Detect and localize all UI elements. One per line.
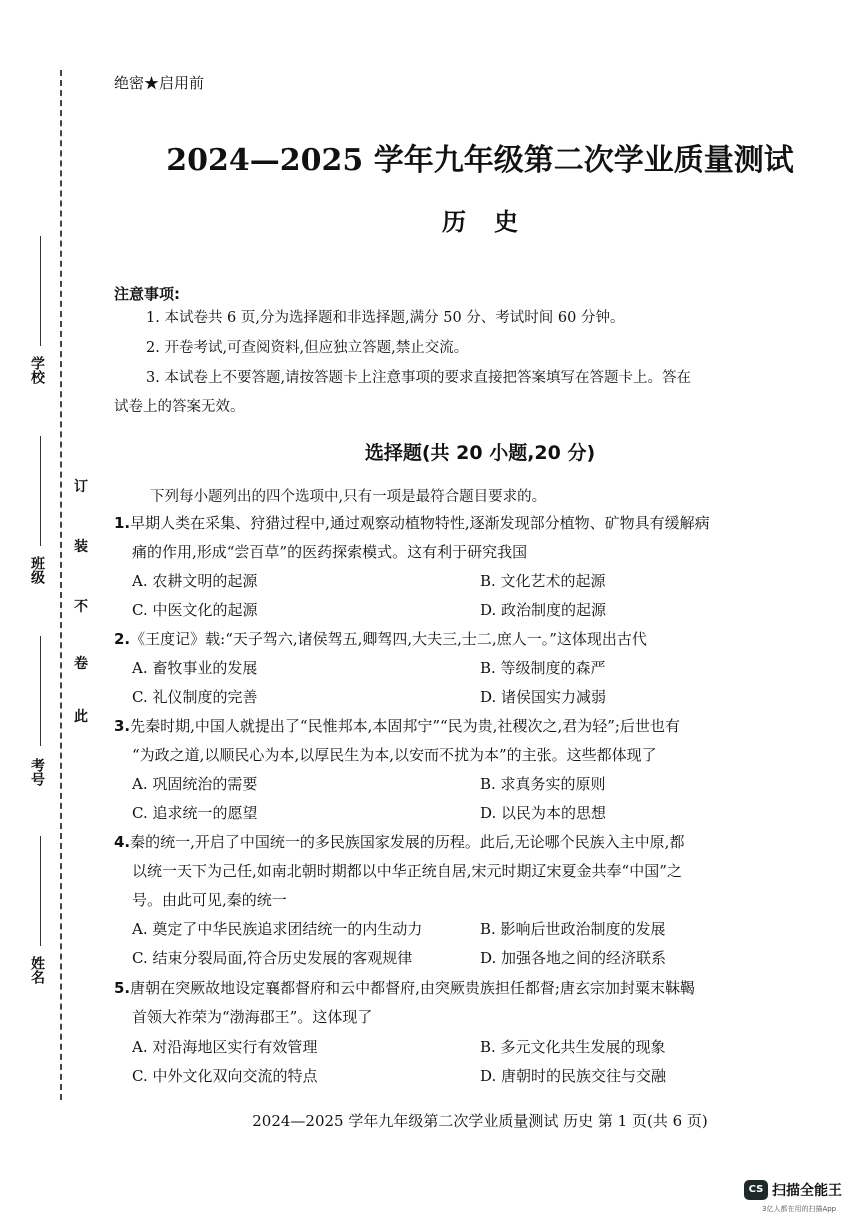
option-a: A. 畜牧事业的发展	[132, 659, 258, 677]
option-d: D. 政治制度的起源	[480, 601, 607, 619]
question-text: 以统一天下为己任,如南北朝时期都以中华正统自居,宋元时期辽宋夏金共奉“中国”之	[132, 862, 682, 880]
class-blank-line	[40, 436, 41, 546]
option-d: D. 以民为本的思想	[480, 804, 607, 822]
question-text: 《王度记》载:“天子驾六,诸侯驾五,卿驾四,大夫三,士二,庶人一。”这体现出古代	[130, 630, 647, 648]
note-item	[114, 393, 804, 421]
note-text: 试卷上的答案无效。	[114, 399, 245, 415]
question-4	[114, 828, 814, 915]
option-b: B. 多元文化共生发展的现象	[480, 1038, 666, 1056]
option-c: C. 礼仪制度的完善	[132, 688, 258, 706]
option-row	[132, 1033, 812, 1062]
question-5	[114, 974, 814, 1032]
option-row	[132, 683, 812, 712]
subject-title: 历史	[442, 207, 546, 236]
section-intro: 下列每小题列出的四个选项中,只有一项是最符合题目要求的。	[150, 489, 547, 505]
question-number: 1.	[114, 514, 131, 532]
name-label: 姓名	[29, 956, 45, 984]
question-number: 5.	[114, 979, 131, 997]
note-item	[114, 304, 804, 332]
question-text: 秦的统一,开启了中国统一的多民族国家发展的历程。此后,无论哪个民族入主中原,都	[130, 833, 685, 851]
question-text: 唐朝在突厥故地设定襄都督府和云中都督府,由突厥贵族担任都督;唐玄宗加封粟末靺鞨	[130, 979, 695, 997]
option-row	[132, 567, 812, 596]
option-a: A. 巩固统治的需要	[132, 775, 258, 793]
option-row	[132, 654, 812, 683]
option-b: B. 文化艺术的起源	[480, 572, 606, 590]
question-text: 先秦时期,中国人就提出了“民惟邦本,本固邦宁”“民为贵,社稷次之,君为轻”;后世也有	[130, 717, 680, 735]
scanner-app-slogan: 3亿人都在用的扫描App	[762, 1205, 837, 1213]
question-text: “为政之道,以顺民心为本,以厚民生为本,以安而不扰为本”的主张。这些都体现了	[132, 746, 657, 764]
seal-char: 此	[74, 709, 88, 725]
question-text: 早期人类在采集、狩猎过程中,通过观察动植物特性,逐渐发现部分植物、矿物具有缓解病	[130, 514, 710, 532]
name-blank-line	[40, 836, 41, 946]
school-label: 学校	[29, 356, 45, 384]
scanner-logo-icon: CS	[744, 1180, 768, 1200]
school-blank-line	[40, 236, 41, 346]
option-a: A. 奠定了中华民族追求团结统一的内生动力	[132, 920, 423, 938]
seal-char: 不	[74, 599, 88, 615]
question-1	[114, 509, 814, 567]
question-number: 4.	[114, 833, 131, 851]
seal-char: 装	[74, 539, 88, 555]
option-d: D. 唐朝时的民族交往与交融	[480, 1067, 667, 1085]
option-b: B. 影响后世政治制度的发展	[480, 920, 666, 938]
question-number: 3.	[114, 717, 131, 735]
option-a: A. 对沿海地区实行有效管理	[132, 1038, 318, 1056]
option-b: B. 求真务实的原则	[480, 775, 606, 793]
seal-char: 订	[74, 479, 88, 495]
notes-heading: 注意事项:	[114, 285, 180, 303]
question-3	[114, 712, 814, 770]
option-b: B. 等级制度的森严	[480, 659, 606, 677]
question-text: 痛的作用,形成“尝百草”的医药探索模式。这有利于研究我国	[132, 543, 528, 561]
binding-dashed-line	[60, 70, 62, 1100]
exam-no-label: 考号	[29, 758, 45, 786]
confidential-mark: 绝密★启用前	[114, 74, 205, 92]
option-row	[132, 944, 812, 973]
option-c: C. 结束分裂局面,符合历史发展的客观规律	[132, 949, 413, 967]
note-text: 2. 开卷考试,可查阅资料,但应独立答题,禁止交流。	[146, 340, 469, 356]
note-text: 1. 本试卷共 6 页,分为选择题和非选择题,满分 50 分、考试时间 60 分钟。	[146, 310, 625, 326]
option-a: A. 农耕文明的起源	[132, 572, 258, 590]
page-footer: 2024—2025 学年九年级第二次学业质量测试 历史 第 1 页(共 6 页)	[252, 1112, 708, 1130]
option-row	[132, 799, 812, 828]
scanner-app-name: 扫描全能王	[772, 1183, 842, 1199]
question-text: 号。由此可见,秦的统一	[132, 891, 287, 909]
class-label: 班级	[29, 556, 45, 584]
option-row	[132, 915, 812, 944]
question-number: 2.	[114, 630, 131, 648]
note-item	[114, 364, 804, 392]
option-c: C. 中外文化双向交流的特点	[132, 1067, 318, 1085]
option-c: C. 中医文化的起源	[132, 601, 258, 619]
section-title: 选择题(共 20 小题,20 分)	[364, 442, 596, 464]
question-2	[114, 625, 814, 654]
exam-no-blank-line	[40, 636, 41, 746]
option-d: D. 诸侯国实力减弱	[480, 688, 607, 706]
exam-title: 2024—2025 学年九年级第二次学业质量测试	[166, 143, 794, 178]
option-c: C. 追求统一的愿望	[132, 804, 258, 822]
question-text: 首领大祚荣为“渤海郡王”。这体现了	[132, 1008, 373, 1026]
option-row	[132, 770, 812, 799]
option-d: D. 加强各地之间的经济联系	[480, 949, 667, 967]
note-text: 3. 本试卷上不要答题,请按答题卡上注意事项的要求直接把答案填写在答题卡上。答在	[146, 370, 692, 386]
seal-char: 卷	[74, 656, 88, 672]
option-row	[132, 1062, 812, 1091]
option-row	[132, 596, 812, 625]
note-item	[114, 334, 804, 362]
